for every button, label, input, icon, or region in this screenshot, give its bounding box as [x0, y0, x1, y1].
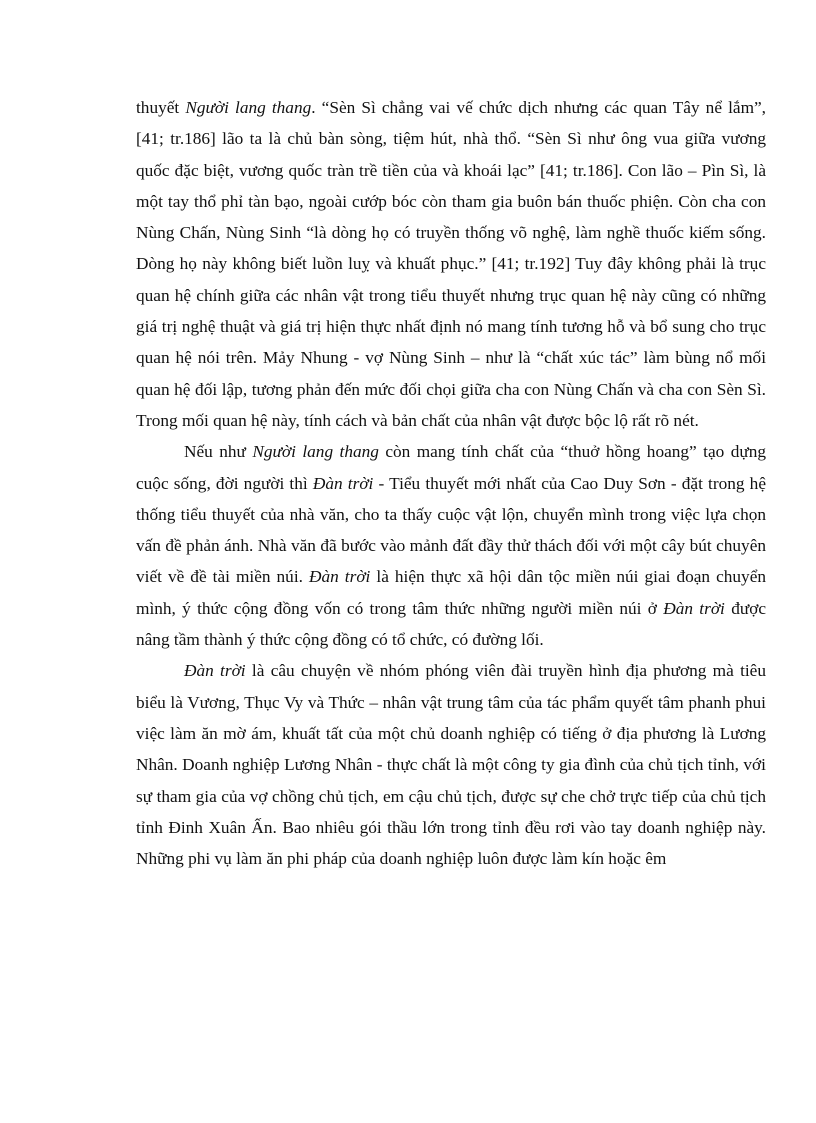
body-text: - Tiểu thuyết mới nhất của Cao Duy Sơn - đặt trong hệ thống tiểu thuyết của nhà văn, cho ta thấy cuộc vật lộn, chuyển mình trong việc lựa chọn vấn đề phản ánh. Nhà văn đã bước vào mảnh đất đầy thử thách đối với một cây bút chuyên viết về đề tài miền núi.: [136, 473, 766, 587]
italic-title-text: Đàn trời: [312, 473, 374, 493]
body-text: . “Sèn Sì chẳng vai vế chức dịch nhưng các quan Tây nể lắm”, [41; tr.186] lão ta là chủ bàn sòng, tiệm hút, nhà thổ. “Sèn Sì như ông vua giữa vương quốc đặc biệt, vương quốc tràn trề tiền của và khoái lạc” [41; tr.186]. Con lão – Pìn Sì, là một tay thổ phỉ tàn bạo, ngoài cướp bóc còn tham gia buôn bán thuốc phiện. Còn cha con Nùng Chấn, Nùng Sinh “là dòng họ có truyền thống võ nghệ, làm nghề thuốc kiếm sống. Dòng họ này không biết luồn luỵ và khuất phục.” [41; tr.192] Tuy đây không phải là trục quan hệ chính giữa các nhân vật trong tiểu thuyết nhưng trục quan hệ này cũng có những giá trị nghệ thuật và giá trị hiện thực nhất định nó mang tính tương hỗ và bổ sung cho trục quan hệ nói trên. Mảy Nhung - vợ Nùng Sinh – như là “chất xúc tác” làm bùng nổ mối quan hệ đối lập, tương phản đến mức đối chọi giữa cha con Nùng Chấn và cha con Sèn Sì. Trong mối quan hệ này, tính cách và bản chất của nhân vật được bộc lộ rất rõ nét.: [136, 98, 767, 430]
body-text: là hiện thực xã hội dân tộc miền núi giai đoạn chuyển mình, ý thức cộng đồng vốn có trong tâm thức những người miền núi ở: [136, 567, 767, 618]
italic-title-text: Người lang thang: [185, 98, 312, 117]
body-text: được nâng tầm thành ý thức cộng đồng có tổ chức, có đường lối.: [136, 598, 767, 650]
italic-title-text: Người lang thang: [252, 442, 379, 462]
paragraph: [136, 655, 766, 874]
italic-title-text: Đàn trời: [663, 598, 725, 618]
paragraph: [136, 436, 766, 655]
italic-title-text: Đàn trời: [309, 567, 371, 587]
body-text: Nếu như: [184, 442, 253, 462]
body-text: còn mang tính chất của “thuở hồng hoang” tạo dựng cuộc sống, đời người thì: [136, 442, 766, 493]
body-text: là câu chuyện về nhóm phóng viên đài truyền hình địa phương mà tiêu biểu là Vương, Thục Vy và Thức – nhân vật trung tâm của tác phẩm quyết tâm phanh phui việc làm ăn mờ ám, khuất tất của một chủ doanh nghiệp có tiếng ở địa phương là Lương Nhân. Doanh nghiệp Lương Nhân - thực chất là một công ty gia đình của chủ tịch tỉnh, với sự tham gia của vợ chồng chủ tịch, em cậu chủ tịch, được sự che chở trực tiếp của chủ tịch tỉnh Đinh Xuân Ấn. Bao nhiêu gói thầu lớn trong tỉnh đều rơi vào tay doanh nghiệp này. Những phi vụ làm ăn phi pháp của doanh nghiệp luôn được làm kín hoặc êm: [136, 661, 766, 869]
italic-title-text: Đàn trời: [184, 661, 246, 681]
body-text: thuyết: [136, 98, 186, 117]
paragraph: [136, 92, 766, 436]
document-page: [136, 92, 766, 874]
